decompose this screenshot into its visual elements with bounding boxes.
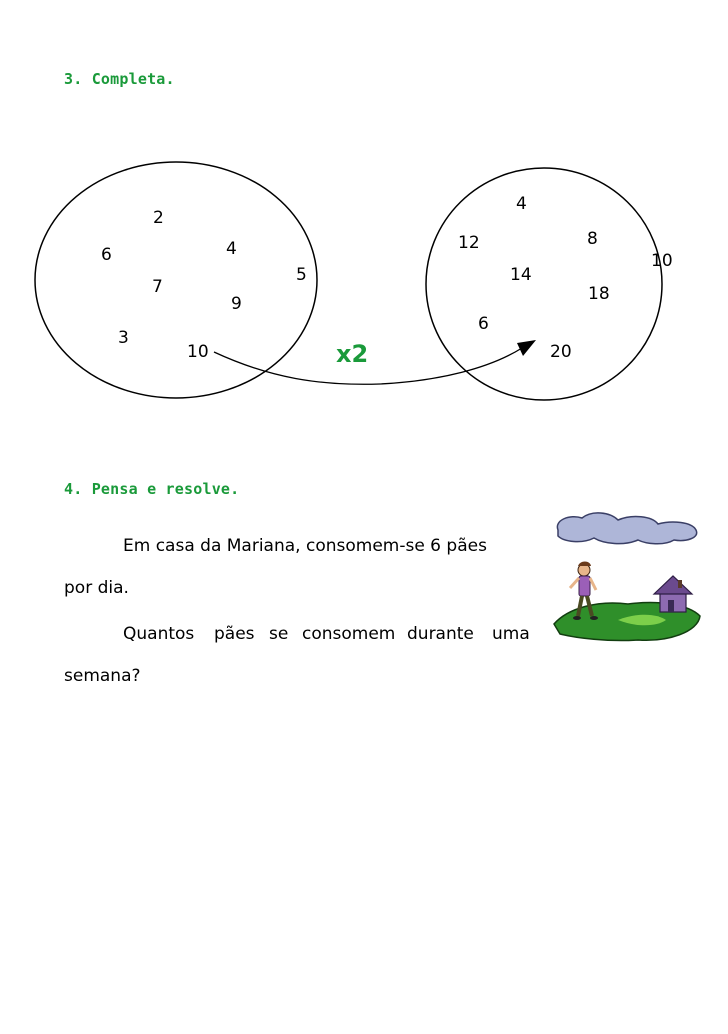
right-set-oval bbox=[426, 168, 662, 400]
right-set-number: 10 bbox=[651, 251, 673, 271]
problem-line-1: Em casa da Mariana, consomem-se 6 pães bbox=[123, 536, 487, 556]
left-set-number: 3 bbox=[118, 328, 129, 348]
exercise-3-title: 3. Completa. bbox=[64, 70, 175, 88]
problem-line-2: por dia. bbox=[64, 578, 129, 598]
clipart-illustration bbox=[548, 508, 708, 648]
right-set-number: 6 bbox=[478, 314, 489, 334]
right-set-number: 8 bbox=[587, 229, 598, 249]
problem-word: Quantos bbox=[123, 624, 195, 644]
problem-word: se bbox=[269, 624, 289, 644]
problem-line-4: semana? bbox=[64, 666, 141, 686]
right-set-number: 4 bbox=[516, 194, 527, 214]
arrow-head bbox=[517, 340, 536, 356]
house-icon bbox=[654, 576, 692, 612]
left-set-number: 10 bbox=[187, 342, 209, 362]
left-set-number: 2 bbox=[153, 208, 164, 228]
problem-word: durante bbox=[407, 624, 474, 644]
sets-diagram bbox=[0, 0, 728, 470]
right-set-number: 14 bbox=[510, 265, 532, 285]
left-set-oval bbox=[35, 162, 317, 398]
right-set-number: 20 bbox=[550, 342, 572, 362]
left-set-number: 5 bbox=[296, 265, 307, 285]
left-set-number: 4 bbox=[226, 239, 237, 259]
cloud-icon bbox=[557, 513, 696, 544]
problem-word: consomem bbox=[302, 624, 396, 644]
left-set-number: 9 bbox=[231, 294, 242, 314]
right-set-number: 18 bbox=[588, 284, 610, 304]
exercise-4-title: 4. Pensa e resolve. bbox=[64, 480, 240, 498]
right-set-number: 12 bbox=[458, 233, 480, 253]
left-set-number: 6 bbox=[101, 245, 112, 265]
left-set-number: 7 bbox=[152, 277, 163, 297]
problem-word: pães bbox=[214, 624, 255, 644]
operator-label: x2 bbox=[336, 340, 369, 368]
problem-word: uma bbox=[492, 624, 530, 644]
